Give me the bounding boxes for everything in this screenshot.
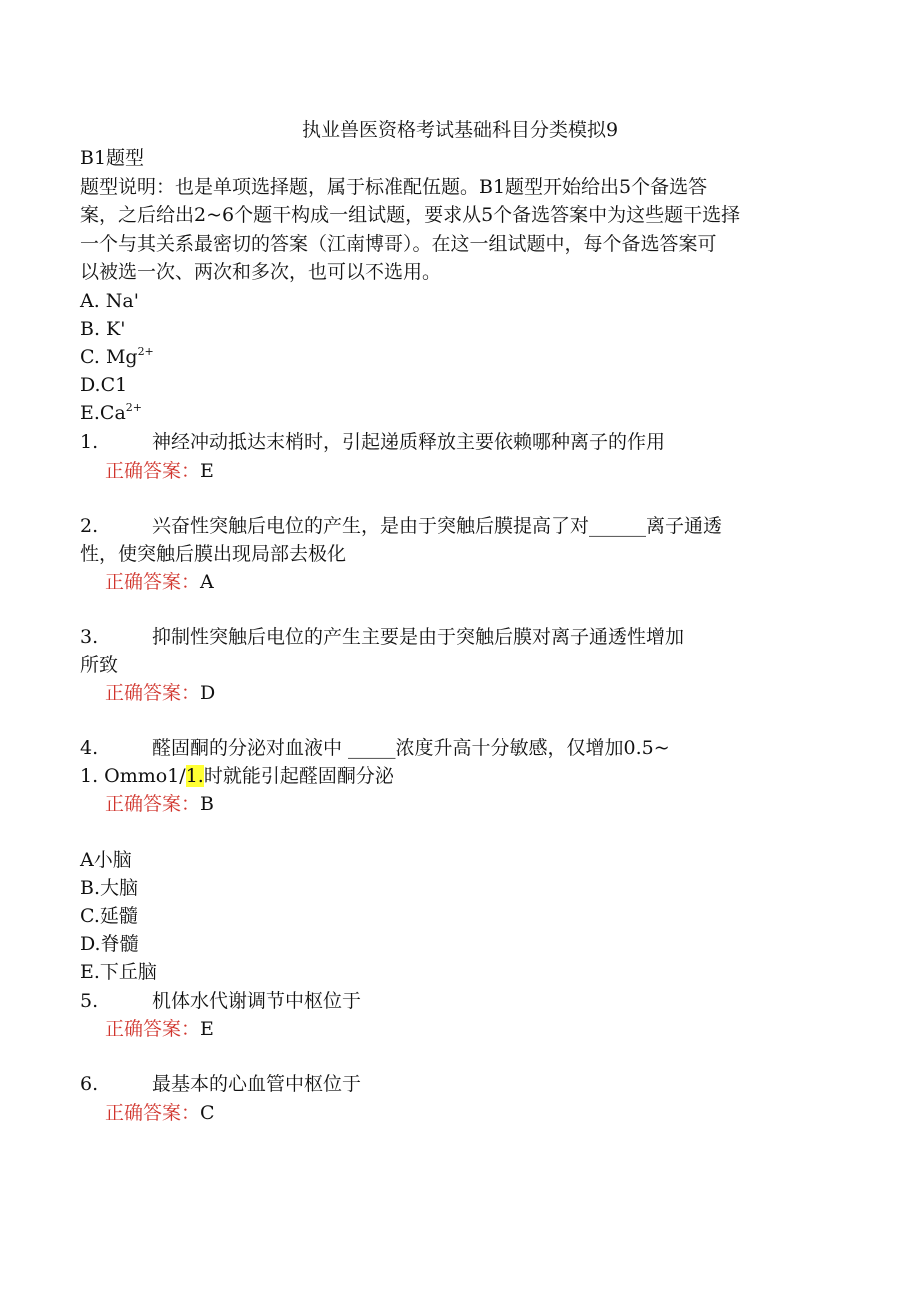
question-text-part: 1. Ommo1/ [80, 765, 186, 787]
question-number: 2. [80, 515, 99, 537]
answer-value: B [200, 793, 214, 815]
question-1 [80, 428, 665, 456]
answer-3 [105, 679, 215, 707]
option-c-text: C. Mg [80, 346, 138, 368]
answer-1 [105, 457, 214, 485]
answer-5 [105, 1015, 214, 1043]
option-c [80, 343, 154, 371]
question-text-part: 时就能引起醛固酮分泌 [203, 765, 394, 787]
document-title: 执业兽医资格考试基础科目分类模拟9 [301, 119, 619, 141]
answer-6 [105, 1099, 215, 1127]
question-text: 抑制性突触后电位的产生主要是由于突触后膜对离子通透性增加 [152, 626, 685, 648]
answer-label: 正确答案： [105, 460, 201, 482]
question-text: 醛固酮的分泌对血液中 _____浓度升高十分敏感，仅增加0.5~ [152, 737, 670, 759]
question-number: 3. [80, 626, 99, 648]
answer-value: C [200, 1102, 215, 1124]
question-4 [80, 734, 670, 762]
question-text: 最基本的心血管中枢位于 [152, 1073, 362, 1095]
description-line: 一个与其关系最密切的答案（江南博哥）。在这一组试题中，每个备选答案可 [80, 233, 717, 255]
answer-value: A [200, 571, 214, 593]
option-d: D.脊髓 [80, 933, 139, 955]
answer-value: E [200, 460, 214, 482]
answer-label: 正确答案： [105, 1102, 201, 1124]
option-e [80, 399, 142, 427]
answer-value: D [200, 682, 216, 704]
description-line: 题型说明：也是单项选择题，属于标准配伍题。B1题型开始给出5个备选答 [80, 176, 708, 198]
question-3-continuation: 所致 [80, 654, 119, 676]
answer-label: 正确答案： [105, 793, 201, 815]
option-b: B. K' [80, 318, 126, 340]
answer-label: 正确答案： [105, 682, 201, 704]
answer-value: E [200, 1018, 214, 1040]
option-e-text: E.Ca [80, 402, 126, 424]
question-2 [80, 512, 722, 540]
question-text: 机体水代谢调节中枢位于 [152, 990, 362, 1012]
option-a: A. Na' [80, 290, 139, 312]
highlighted-text: 1. [185, 765, 204, 787]
option-b: B.大脑 [80, 877, 139, 899]
option-e-superscript: 2+ [125, 401, 142, 414]
answer-label: 正确答案： [105, 1018, 201, 1040]
question-4-continuation [80, 762, 394, 790]
question-3 [80, 623, 684, 651]
answer-2 [105, 568, 214, 596]
question-number: 4. [80, 737, 99, 759]
section-type: B1题型 [80, 147, 145, 169]
question-5 [80, 987, 361, 1015]
question-number: 5. [80, 990, 99, 1012]
question-6 [80, 1070, 361, 1098]
answer-label: 正确答案： [105, 571, 201, 593]
description-line: 案，之后给出2~6个题干构成一组试题，要求从5个备选答案中为这些题干选择 [80, 204, 741, 226]
option-c: C.延髓 [80, 905, 138, 927]
answer-4 [105, 790, 214, 818]
option-c-superscript: 2+ [137, 345, 154, 358]
description-line: 以被选一次、两次和多次，也可以不选用。 [80, 261, 442, 283]
question-text: 神经冲动抵达末梢时，引起递质释放主要依赖哪种离子的作用 [152, 431, 666, 453]
question-number: 6. [80, 1073, 99, 1095]
option-a: A小脑 [80, 849, 132, 871]
question-number: 1. [80, 431, 99, 453]
option-d: D.C1 [80, 374, 128, 396]
option-e: E.下丘脑 [80, 961, 157, 983]
question-text: 兴奋性突触后电位的产生，是由于突触后膜提高了对______离子通透 [152, 515, 723, 537]
question-2-continuation: 性，使突触后膜出现局部去极化 [80, 543, 347, 565]
